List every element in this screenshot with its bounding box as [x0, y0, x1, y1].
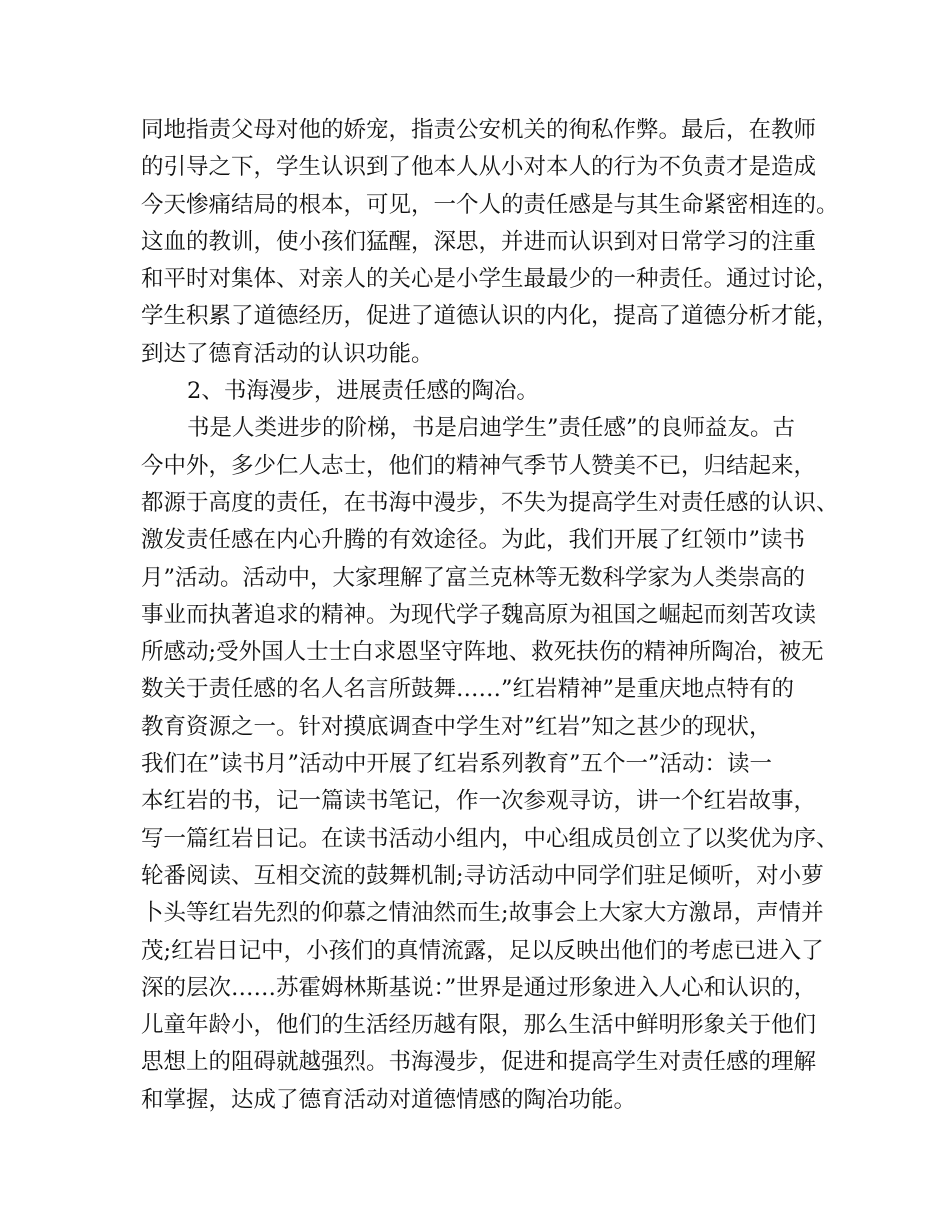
text-line: 都源于高度的责任，在书海中漫步，不失为提高学生对责任感的认识、 — [141, 489, 839, 516]
text-line: 书是人类进步的阶梯，书是启迪学生”责任感”的良师益友。古 — [187, 415, 796, 442]
text-line: 茂;红岩日记中，小孩们的真情流露，足以反映出他们的考虑已进入了 — [141, 937, 824, 964]
text-line: 和平时对集体、对亲人的关心是小学生最最少的一种责任。通过讨论， — [141, 266, 839, 293]
text-line: 本红岩的书，记一篇读书笔记，作一次参观寻访，讲一个红岩故事， — [141, 788, 817, 815]
text-line: 事业而执著追求的精神。为现代学子魏高原为祖国之崛起而刻苦攻读 — [141, 601, 817, 628]
text-line: 到达了德育活动的认识功能。 — [141, 340, 434, 367]
text-line: 儿童年龄小，他们的生活经历越有限，那么生活中鲜明形象关于他们 — [141, 1012, 817, 1039]
text-line: 轮番阅读、互相交流的鼓舞机制;寻访活动中同学们驻足倾听，对小萝 — [141, 862, 824, 889]
text-line: 和掌握，达成了德育活动对道德情感的陶冶功能。 — [141, 1086, 637, 1113]
text-line: 数关于责任感的名人名言所鼓舞……”红岩精神”是重庆地点特有的 — [141, 676, 795, 703]
document-body — [141, 112, 839, 1119]
text-line: 深的层次……苏霍姆林斯基说：”世界是通过形象进入人心和认识的， — [141, 974, 817, 1001]
text-line: 写一篇红岩日记。在读书活动小组内，中心组成员创立了以奖优为序、 — [141, 825, 839, 852]
text-line: 思想上的阻碍就越强烈。书海漫步，促进和提高学生对责任感的理解 — [141, 1049, 817, 1076]
text-line: 学生积累了道德经历，促进了道德认识的内化，提高了道德分析才能， — [141, 303, 839, 330]
section-heading: 2、书海漫步，进展责任感的陶冶。 — [187, 378, 539, 405]
text-line: 同地指责父母对他的娇宠，指责公安机关的徇私作弊。最后，在教师 — [141, 117, 817, 143]
text-line: 月”活动。活动中，大家理解了富兰克林等无数科学家为人类崇高的 — [141, 564, 806, 591]
text-line: 卜头等红岩先烈的仰慕之情油然而生;故事会上大家大方激昂，声情并 — [141, 900, 824, 927]
text-line: 这血的教训，使小孩们猛醒，深思，并进而认识到对日常学习的注重 — [141, 228, 817, 255]
text-line: 今中外，多少仁人志士，他们的精神气季节人赞美不已，归结起来， — [141, 452, 817, 479]
text-line: 的引导之下，学生认识到了他本人从小对本人的行为不负责才是造成 — [141, 154, 817, 181]
text-line: 激发责任感在内心升腾的有效途径。为此，我们开展了红领巾”读书 — [141, 527, 806, 554]
text-line: 所感动;受外国人士士白求恩坚守阵地、救死扶伤的精神所陶冶，被无 — [141, 639, 824, 666]
text-line: 今天惨痛结局的根本，可见，一个人的责任感是与其生命紧密相连的。 — [141, 191, 839, 218]
text-line: 我们在”读书月”活动中开展了红岩系列教育”五个一”活动：读一 — [141, 751, 773, 778]
text-line: 教育资源之一。针对摸底调查中学生对”红岩”知之甚少的现状， — [141, 713, 772, 740]
